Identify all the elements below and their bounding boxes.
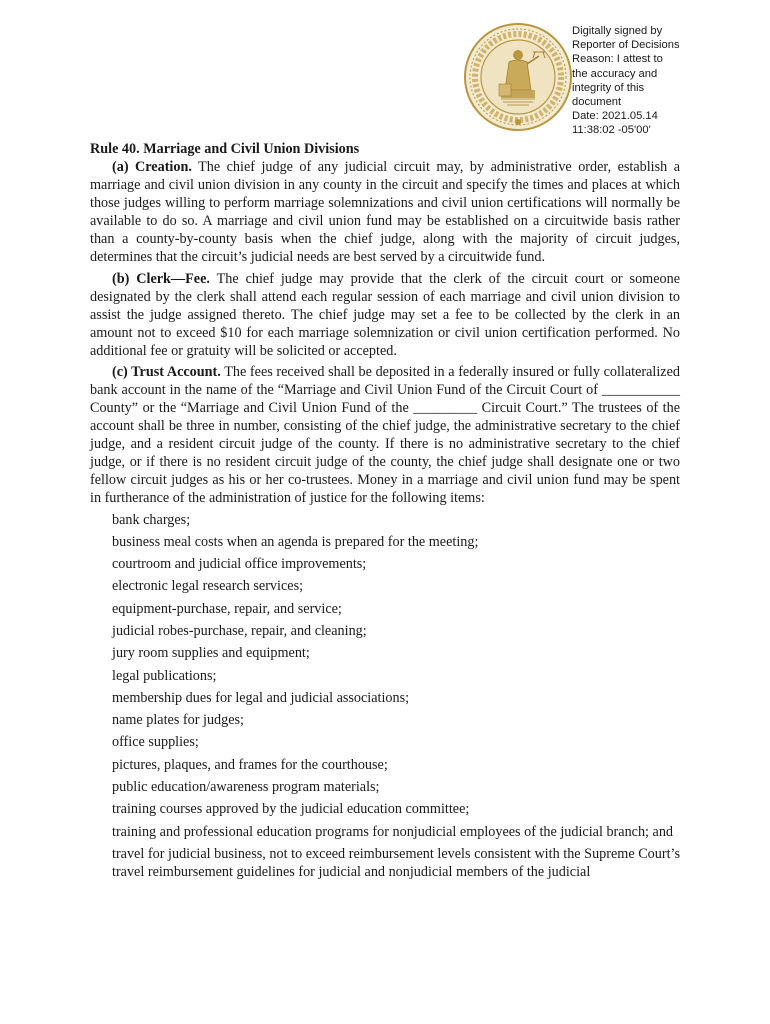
list-item: business meal costs when an agenda is prepared for the meeting; [112,533,479,550]
list-item: membership dues for legal and judicial associations; [112,689,410,706]
list-item: training and professional education programs for nonjudicial employees of the judicial branch; and [112,823,674,840]
section-b-text: The chief judge may provide that the clerk of the circuit court or someone designated by the clerk shall attend each regular session of each marriage and civil union division to assist the judge assigned thereto. The chief judge may set a fee to be collected by the clerk in an amount not to exceed $10 for each marriage solemnization or civil union certification performed. No additional fee or gratuity will be solicited or accepted. [90,270,680,359]
digital-signature-block [572,24,702,138]
section-b [90,270,680,360]
list-item: training courses approved by the judicial education committee; [112,801,470,818]
list-item: courtroom and judicial office improvements; [112,556,367,573]
rule-title: Rule 40. Marriage and Civil Union Divisions [90,141,360,157]
list-item: judicial robes-purchase, repair, and cleaning; [112,622,367,639]
signature-line: document [572,96,622,109]
signature-line: Reporter of Decisions [572,39,680,52]
list-item: travel for judicial business, not to exceed reimbursement levels consistent with the Supreme Court’s travel reimbursement guidelines for judicial and nonjudicial members of the judicial [112,845,680,880]
supreme-court-seal [463,22,573,132]
list-item: public education/awareness program materials; [112,779,380,796]
list-item: electronic legal research services; [112,578,304,595]
signature-date: Date: 2021.05.14 [572,110,658,123]
list-item: equipment-purchase, repair, and service; [112,600,342,617]
signature-time: 11:38:02 -05'00' [572,124,651,137]
section-a-text: The chief judge of any judicial circuit may, by administrative order, establish a marriage and civil union division in any county in the circuit and specify the times and places at which those judges willing to perform marriage solemnizations and civil union certifications will normally be available to do so. A marriage and civil union fund may be established on a circuitwide basis rather than a county-by-county basis when the chief judge, along with the majority of circuit judges, determines that the circuit’s judicial needs are best served by a circuitwide fund. [90,159,680,265]
signature-line: the accuracy and [572,67,658,80]
expense-items-list [112,511,680,881]
section-b-heading: (b) Clerk—Fee. [112,270,210,287]
section-c-text: The fees received shall be deposited in a federally insured or fully collateralized bank account in the name of the “Marriage and Civil Union Fund of the Circuit Court of ___________ County” or the “Marriage and Civil Union Fund of the _________ Circuit Court.” The trustees of the account shall be three in number, consisting of the chief judge, the administrative secretary to the chief judge, and a resident circuit judge of the county. If there is no administrative secretary to the chief judge, or if there is no resident circuit judge of the county, the chief judge shall designate one or two fellow circuit judges as his or her co-trustees. Money in a marriage and civil union fund may be spent in furtherance of the administration of justice for the following items: [90,364,680,506]
signature-line: integrity of this [572,81,645,94]
signature-line: Reason: I attest to [572,53,663,66]
list-item: pictures, plaques, and frames for the courthouse; [112,756,388,773]
signature-line: Digitally signed by [572,25,663,37]
section-a-heading: (a) Creation. [112,159,192,175]
list-item: office supplies; [112,734,199,751]
list-item: bank charges; [112,511,191,528]
list-item: legal publications; [112,667,217,684]
section-c [90,363,680,507]
document-body [90,140,680,885]
list-item: jury room supplies and equipment; [112,645,310,662]
section-c-heading: (c) Trust Account. [112,364,221,380]
section-a [90,158,680,266]
list-item: name plates for judges; [112,712,244,729]
seal-graphic [463,22,573,132]
